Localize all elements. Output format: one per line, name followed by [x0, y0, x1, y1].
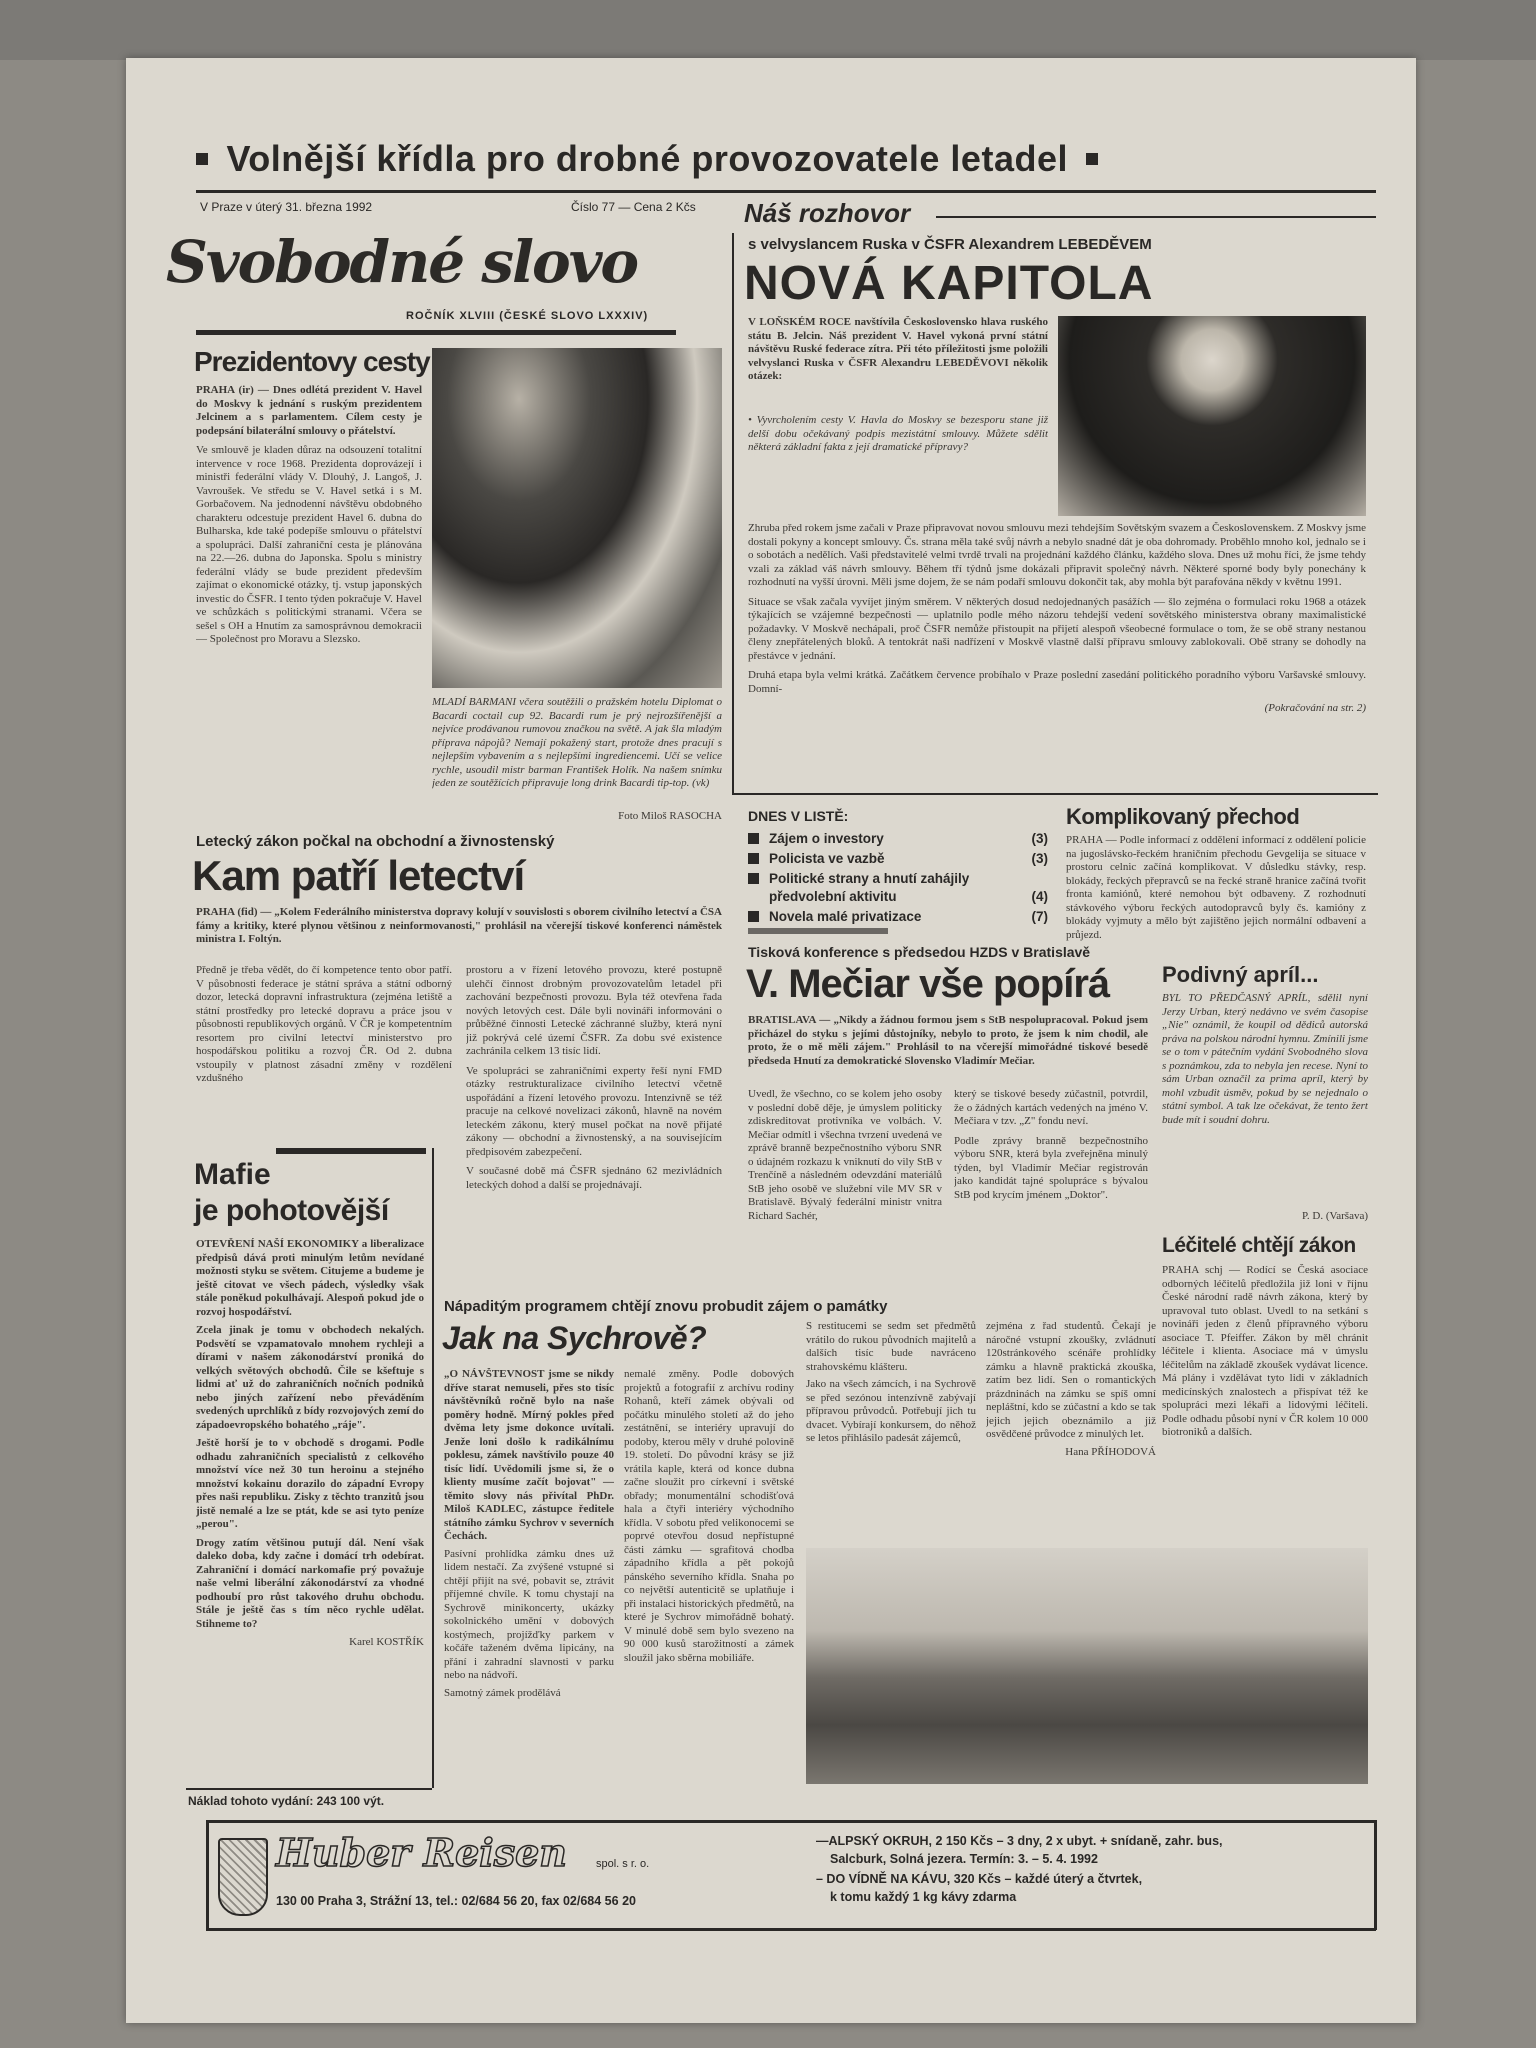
sychrov-col-3b: Jako na všech zámcích, i na Sychrově se před sezónou intenzívně zabývají přípravou průvodců. Potřebují jich tu dvacet. Vybírají konkursem, do něhož se letos přihlásilo padesát zájemců,	[806, 1378, 976, 1444]
interview-left-rule	[732, 233, 734, 793]
aviation-col-2c: V současné době má ČSFR sjednáno 62 mezivládních leteckých dohod a další se projednávají.	[466, 1165, 722, 1191]
sychrov-castle-photo	[806, 1548, 1368, 1784]
interview-paragraph-3: Druhá etapa byla velmi krátká. Začátkem července probíhalo v Praze poslední zasedání politického poradního výboru Varšavské smlouvy. Domní-	[748, 669, 1366, 695]
print-run: Náklad tohoto vydání: 243 100 výt.	[188, 1794, 385, 1808]
mafia-bottom-rule	[186, 1788, 432, 1790]
mafia-headline-2: je pohotovější	[194, 1194, 389, 1227]
healers-headline: Léčitelé chtějí zákon	[1162, 1234, 1356, 1257]
meciar-lead: BRATISLAVA — „Nikdy a žádnou formou jsem s StB nespolupracoval. Pokud jsem přicházel do styku s jejími důstojníky, nebylo to proto, že jsem k nim chodil, ale proto, že o mě měli zájem." Prohlásil to na včerejší mimořádné tiskové besedě předseda Hnutí za demokratické Slovensko Vladimír Mečiar.	[748, 1014, 1148, 1067]
toc-list	[748, 830, 1048, 926]
mafia-paragraph-1: Zcela jinak je tomu v obchodech nekalých. Podsvětí se vzpamatovalo mnohem rychleji a dírami v našem zákonodárství proniká do velkých světových obchodů. Čile se kšeftuje s lidmi ať už do zahraničních nočních podniků nebo jiných zařízení nebo převáděním svedených uprchlíků z bídy rozvojových zemí do západoevropského bohatého „ráje".	[196, 1324, 424, 1431]
healers-body: PRAHA schj — Rodící se Česká asociace odborných léčitelů předložila již loni v říjnu České národní radě návrh zákona, který by upravoval tuto oblast. Uvedl to na setkání s novináři jeden z členů přípravného výboru asociace T. Pfeiffer. Zákon by měl chránit léčitele i klienta. Asociace má v úmyslu léčitelům na základě zkoušek vydávat licence. Má plány i vzdělávat tyto lidi v základních medicínských znalostech a přispívat též ke spolupráci mezi lékaři a lidovými léčiteli. Podle odhadu působí nyní v ČR kolem 10 000 biotroniků a dalších.	[1162, 1264, 1368, 1438]
ad-top-rule	[206, 1820, 1376, 1823]
masthead-rule	[196, 330, 676, 335]
meciar-headline: V. Mečiar vše popírá	[746, 962, 1110, 1006]
ad-offer-2-line-2: k tomu každý 1 kg kávy zdarma	[830, 1890, 1017, 1904]
banner-headline-row	[196, 138, 1376, 188]
barmen-photo	[432, 348, 722, 688]
interview-kicker: Náš rozhovor	[744, 198, 911, 228]
issue-price: Číslo 77 — Cena 2 Kčs	[571, 200, 696, 214]
toc-item[interactable]: Novela malé privatizace (7)	[748, 908, 1048, 926]
ad-right-rule	[1374, 1820, 1377, 1930]
interview-kicker-rule	[936, 216, 1376, 218]
sychrov-byline: Hana PŘÍHODOVÁ	[1065, 1445, 1156, 1458]
toc-item[interactable]: Politické strany a hnutí zahájily předvolební aktivitu (4)	[748, 870, 1048, 906]
interview-bottom-rule	[732, 793, 1378, 795]
interview-paragraph-1: Zhruba před rokem jsme začali v Praze připravovat novou smlouvu mezi tehdejším Sovětským svazem a Československem. Z Moskvy jsme dostali pokyny a koncept smlouvy. Čs. strana měla také svůj návrh a nebylo snadné dát je oba dohromady. Proběhlo mnoho kol, jednalo se i o sobotách a nedělích. Vaši představitelé velmi tvrdě trvali na projednání každého článku, každého slova. Dnes už mohu říci, že jsme tehdy vzali za základ váš návrh smlouvy. Během tří týdnů jsme dokázali připravit společný návrh. Některé sporné body byly ponechány k rozhodnutí na vyšší úrovni. Měli jsme dojem, že se nám podaří smlouvu dokončit tak, aby mohla být parafována někdy v květnu 1991.	[748, 522, 1366, 588]
aviation-col-2: prostoru a v řízení letového provozu, které postupně ulehčí činnost drobným provozovatelům letadel při zachování bezpečnosti provozu. Byla též otevřena řada nových letových cest. Dále byli novináři informováni o průběžné činnosti Letecké záchranné služby, která nyní již pokrývá celé území ČSFR. Za dobu své existence zachránila celkem 13 tisíc lidí.	[466, 964, 722, 1057]
meciar-col-2b: Podle zprávy branně bezpečnostního výboru SNR, která byla zveřejněna minulý týden, byl Vladimír Mečiar registrován jako kandidát tajné spolupráce s bývalou StB pod krycím jménem „Doktor".	[954, 1134, 1148, 1201]
toc-title: DNES V LISTĚ:	[748, 808, 849, 824]
background-surface	[0, 0, 1536, 60]
meciar-col-1: Uvedl, že všechno, co se kolem jeho osoby v poslední době děje, je úmyslem politicky zdiskreditovat protivníka ve volbách. V. Mečiar odmítl i všechna tvrzení uvedená ve zprávě branně bezpečnostního výboru SNR o údajném rozkazu k vniknutí do vily StB v Trenčíně a následném odevzdání materiálů StB jeho osobě ve služební vile MV SR v Bratislavě. Bývalý federální ministr vnitra Richard Sachér,	[748, 1088, 942, 1222]
bullet-square-icon	[748, 853, 759, 864]
bullet-square-icon	[196, 153, 208, 165]
sychrov-col-4-group	[986, 1320, 1156, 1459]
crossing-headline: Komplikovaný přechod	[1066, 804, 1300, 829]
ad-brand: Huber Reisen	[276, 1830, 567, 1875]
masthead-title: Svobodné slovo	[166, 228, 638, 296]
mafia-paragraph-2: Ještě horší je to v obchodě s drogami. Podle odhadu zahraničních specialistů z celkového množství více než 30 tun heroinu a stejného množství kokainu dorazilo do západní Evropy přes naši republiku. Zisky z těchto tranzitů jsou jistě nemalé a lze se ptát, kde se asi tyto peníze „perou".	[196, 1437, 424, 1530]
sychrov-kicker: Nápaditým programem chtějí znovu probudit zájem o památky	[444, 1298, 888, 1315]
crossing-body: PRAHA — Podle informací z oddělení informací z oddělení policie na jugoslávsko-řeckém hraničním přechodu Gevgelija se situace v prostoru celnic začíná komplikovat. V důsledku stávky, resp. blokády, řeckých přepravců se na řecké straně hranice začíná tvořit fronta kamiónů, které nemohou být odbaveny. Z rozhodnutí stávkového výboru řeckých autodopravců byly čs. kamióny z blokády vyjmuty a mělo být zajištěno jejich normální odbavení a průjezd.	[1066, 834, 1366, 941]
toc-bottom-bar	[748, 928, 888, 934]
meciar-col-2-group	[954, 1088, 1148, 1202]
ad-bottom-rule	[206, 1928, 1376, 1931]
mafia-lead: OTEVŘENÍ NAŠÍ EKONOMIKY a liberalizace předpisů dává proti minulým letům nevídané možnosti styku se světem. Citujeme a budeme je ještě citovat ve všech pádech, výsledky však stále poněkud pokulhávají. Alespoň pokud jde o rozvoj hospodářství.	[196, 1238, 424, 1318]
banner-rule	[196, 190, 1376, 193]
april-body: BYL TO PŘEDČASNÝ APRÍL, sdělil nyní Jerzy Urban, který nedávno ve svém časopise „Nie" oznámil, že koupil od dědiců autorská práva na polskou národní hymnu. Zmínili jsme se o tom v pátečním vydání Svobodného slova s poznámkou, zda to nebyla jen recese. Nyní to sám Urban označil za prima apríl, který by mohl vzbudit úsměv, pokud by se nejednalo o státní symbol. A tak lze očekávat, že tento žert bude mít i soudní dohru.	[1162, 992, 1368, 1126]
april-byline: P. D. (Varšava)	[1302, 1210, 1368, 1222]
interview-body	[748, 522, 1366, 716]
meciar-kicker: Tisková konference s předsedou HZDS v Bratislavě	[748, 944, 1091, 960]
sychrov-col-1: „O NÁVŠTEVNOST jsme se nikdy dříve starat nemuseli, přes sto tisíc návštěvníků ročně bylo na naše poměry hodně. Mírný pokles před dvěma lety jsme dokonce uvítali. Jenže loni došlo k radikálnímu poklesu, zámek navštívilo pouze 40 tisíc lidí. Uvědomili jsme si, že o klienty musíme začít bojovat" — těmito slovy nás přivítal PhDr. Miloš KADLEC, zástupce ředitele státního zámku Sychrov v severních Čechách.	[444, 1368, 614, 1542]
sychrov-col-2: nemalé změny. Podle dobových projektů a fotografií z archívu rodiny Rohanů, kteří zámek obývali od počátku minulého století až do jeho zestátnění, se interiéry upravují do podoby, kterou měly v druhé polovině 19. století. Do původní krásy se již vrátila kaple, která od konce dubna začne sloužit pro církevní i světské obřady; monumentální schodišťová hala a čtyři interiéry východního křídla. V sobotu před velikonocemi se poprvé otevřou dosud nepřístupné části zámku — sgrafitová chodba západního křídla a pět pokojů pánského severního křídla. Snaha po co největší autenticitě se uplatňuje i při instalaci historických předmětů, na které je Sychrov mimořádně bohatý. V minulé době sem bylo svezeno na 90 000 kusů starožitností a zámek sloužil jako sběrna mobiliáře.	[624, 1368, 794, 1664]
aviation-col-2b: Ve spolupráci se zahraničními experty řeší nyní FMD otázky restrukturalizace civilního letectví včetně uspořádání a řízení letového provozu. Intenzivně se též pracuje na celkové novelizaci zákonů, hlavně na novém leteckém zákonu, který musel počkat na nově přijaté zákony — obchodní a živnostenský, a na souvisejícím předpisovém zabezpečení.	[466, 1064, 722, 1158]
mafia-headline-1: Mafie	[194, 1158, 271, 1191]
ad-left-rule	[206, 1820, 209, 1930]
newspaper-page	[126, 58, 1416, 2023]
president-headline: Prezidentovy cesty	[194, 346, 430, 377]
toc-item[interactable]: Policista ve vazbě (3)	[748, 850, 1048, 868]
sychrov-col-4: zejména z řad studentů. Čekají je náročné vstupní zkoušky, zvládnutí 120stránkového scénáře prohlídky zámku a hlavně praktická zkouška, zatím bez lidí. Sen o romantických prázdninách na zámku se spíš omní nepláštní, kdo se zúčastní a kdo se tak jejich jejich obeznámilo a již osvědčené průvodce z minulých let.	[986, 1320, 1156, 1440]
interview-subhead: s velvyslancem Ruska v ČSFR Alexandrem LEBEDĚVEM	[748, 236, 1152, 253]
meciar-col-2: který se tiskové besedy zúčastnil, potvrdil, že o žádných kartách vedených na jméno V. Mečiara v tzv. „Z" fondu neví.	[954, 1088, 1148, 1127]
volume-line: ROČNÍK XLVIII (ČESKÉ SLOVO LXXXIV)	[406, 310, 649, 322]
interview-continued: (Pokračování na str. 2)	[1264, 702, 1366, 714]
aviation-lead: PRAHA (fid) — „Kolem Federálního ministerstva dopravy kolují v souvislosti s oborem civilního letectví a ČSA fámy a kritiky, které plynou většinou z neinformovanosti," prohlásil na včerejší tiskové konferenci náměstek ministra I. Foltýn.	[196, 906, 722, 945]
sychrov-col-3: S restitucemi se sedm set předmětů vrátilo do rukou původních majitelů a dalších tisíc bude navráceno strahovskému klášteru.	[806, 1320, 976, 1373]
banner-headline: Volnější křídla pro drobné provozovatele letadel	[226, 138, 1068, 179]
ad-offer-1-line-2: Salcburk, Solná jezera. Termín: 3. – 5. 4. 1992	[830, 1852, 1098, 1866]
mafia-byline: Karel KOSTŘÍK	[349, 1636, 424, 1648]
ad-address: 130 00 Praha 3, Strážní 13, tel.: 02/684 56 20, fax 02/684 56 20	[276, 1894, 636, 1908]
place-date: V Praze v úterý 31. března 1992	[200, 200, 373, 214]
shield-logo-icon	[218, 1838, 268, 1916]
president-lead: PRAHA (ir) — Dnes odlétá prezident V. Havel do Moskvy k jednání s ruským prezidentem Jelcinem a s parlamentem. Cílem cesty je podepsání bilaterální smlouvy o přátelství.	[196, 384, 422, 437]
president-body: Ve smlouvě je kladen důraz na odsouzení totalitní intervence v roce 1968. Prezidenta doprovázejí i ministři federální vlády V. Dlouhý, J. Langoš, J. Vavroušek. Ve středu se V. Havel setká i s M. Gorbačovem. Na jednodenní návštěvu obdobného charakteru odcestuje prezident Havel 6. dubna do Bulharska, kde také podepíše smlouvu o přátelství a spolupráci. Další zahraniční cesta je plánována na 22.—26. dubna do Japonska. Spolu s ministry federální vlády se bude prezident především zajímat o ekonomické otázky, tj. vstup japonských investic do ČSFR. I tento týden pokračuje V. Havel ve schůzkách s politickými stranami. Včera se sešel s OH a Hnutím za samosprávnou demokracii — Společnost pro Moravu a Slezsko.	[196, 444, 422, 645]
interview-lead: V LOŇSKÉM ROCE navštívila Československo hlava ruského státu B. Jelcin. Náš prezident V. Havel vykoná první státní návštěvu Ruské federace zítra. Při této příležitosti jsme položili velvyslanci Ruska v ČSFR Alexandru LEBEDĚVOVI několik otázek:	[748, 316, 1048, 382]
interview-paragraph-2: Situace se však začala vyvíjet jiným směrem. V některých dosud nedojednaných pasážích — šlo zejména o formulaci roku 1968 a otázek týkajících se vzájemné bezpečnosti — uplatnilo podle mého názoru tehdejší vedení sovětského ministerstva obrany maximalistické požadavky. V Moskvě nechápali, proč ČSFR nemůže přistoupit na přijetí alespoň všeobecné formulace o tom, že se obě strany nestanou členy znepřátelených bloků. A tentokrát naši nadřízení v Moskvě vlastně další přípravu smlouvy zablokovali. Obě strany se dohodly na přestávce v jednání.	[748, 595, 1366, 662]
ambassador-photo	[1058, 316, 1366, 516]
bullet-square-icon	[1086, 153, 1098, 165]
aviation-kicker: Letecký zákon počkal na obchodní a živnostenský	[196, 833, 555, 850]
interview-headline: NOVÁ KAPITOLA	[744, 257, 1154, 310]
photo-caption: MLADÍ BARMANI včera soutěžili o pražském hotelu Diplomat o Bacardi coctail cup 92. Bacardi rum je prý nejrozšířenější a nejvíce prodávanou rumovou značkou na světě. A jak šla mladým příprava nápojů? Nemají pokažený start, protože dnes pracují s nejlepším vybavením a s nejlepšími ingrediencemi. Učí se velice rychle, usoudil mistr barman František Holík. Na našem snímku jeden ze soutěžících připravuje long drink Bacardi tip-top. (vk)	[432, 696, 722, 789]
mafia-article	[196, 1238, 424, 1650]
sychrov-col-1-group	[444, 1368, 614, 1700]
ad-offer-2-line-1: – DO VÍDNĚ NA KÁVU, 320 Kčs – každé úterý a čtvrtek,	[816, 1872, 1143, 1886]
april-headline: Podivný apríl...	[1162, 962, 1319, 987]
sychrov-col-1b: Pasívní prohlídka zámku dnes už lidem nestačí. Za zvýšené vstupné si chtějí přijít na své, pobavit se, ztrávit příjemné chvíle. K tomu chystají na Sychrově minikoncerty, ukázky sokolnického umění v dobových kostýmech, projížďky parkem v kočáře taženém dvěma lipicány, na přání i zahradní slavnosti v parku nebo na nádvoří.	[444, 1547, 614, 1681]
mafia-right-rule	[432, 1148, 434, 1788]
photo-credit: Foto Miloš RASOCHA	[618, 810, 722, 822]
interview-question: • Vyvrcholením cesty V. Havla do Moskvy se bezesporu stane již delší dobu očekávaný podpis mezistátní smlouvy. Můžete sdělit některá základní fakta z její dramatické přípravy?	[748, 414, 1048, 453]
sychrov-headline: Jak na Sychrově?	[442, 1320, 707, 1356]
aviation-col-1: Předně je třeba vědět, do čí kompetence tento obor patří. V působnosti federace je státní správa a státní odborný dozor, letecká dopravní infrastruktura (zejména letiště a státní prostředky pro letecké dopravu a práce jsou v působnosti republikových orgánů. V ČR je kompetentním resortem pro civilní letectví ministerstvo pro hospodářskou politiku a rozvoj ČR. Od 2. dubna vstoupily v platnost zásadní změny v rozdělení vzdušného	[196, 964, 452, 1084]
aviation-headline: Kam patří letectví	[192, 852, 525, 899]
aviation-col-2-group	[466, 964, 722, 1192]
ad-offer-1-line-1: —ALPSKÝ OKRUH, 2 150 Kčs – 3 dny, 2 x ubyt. + snídaně, zahr. bus,	[816, 1834, 1223, 1848]
mafia-top-bar	[276, 1148, 426, 1154]
sychrov-col-3-group	[806, 1320, 976, 1446]
bullet-square-icon	[748, 873, 759, 884]
ad-suffix: spol. s r. o.	[596, 1858, 650, 1870]
sychrov-col-1c: Samotný zámek prodělává	[444, 1686, 561, 1699]
president-article	[196, 384, 422, 647]
toc-item[interactable]: Zájem o investory (3)	[748, 830, 1048, 848]
bullet-square-icon	[748, 911, 759, 922]
bullet-square-icon	[748, 833, 759, 844]
mafia-paragraph-3: Drogy zatím většinou putují dál. Není však daleko doba, kdy začne i domácí trh odebírat. Zahraniční i domácí narkomafie prý považuje naše velmi liberální zákonodárství za vhodné podhoubí pro růst takového druhu obchodu. Stále je ještě čas s tím něco rychle udělat. Stihneme to?	[196, 1536, 424, 1630]
